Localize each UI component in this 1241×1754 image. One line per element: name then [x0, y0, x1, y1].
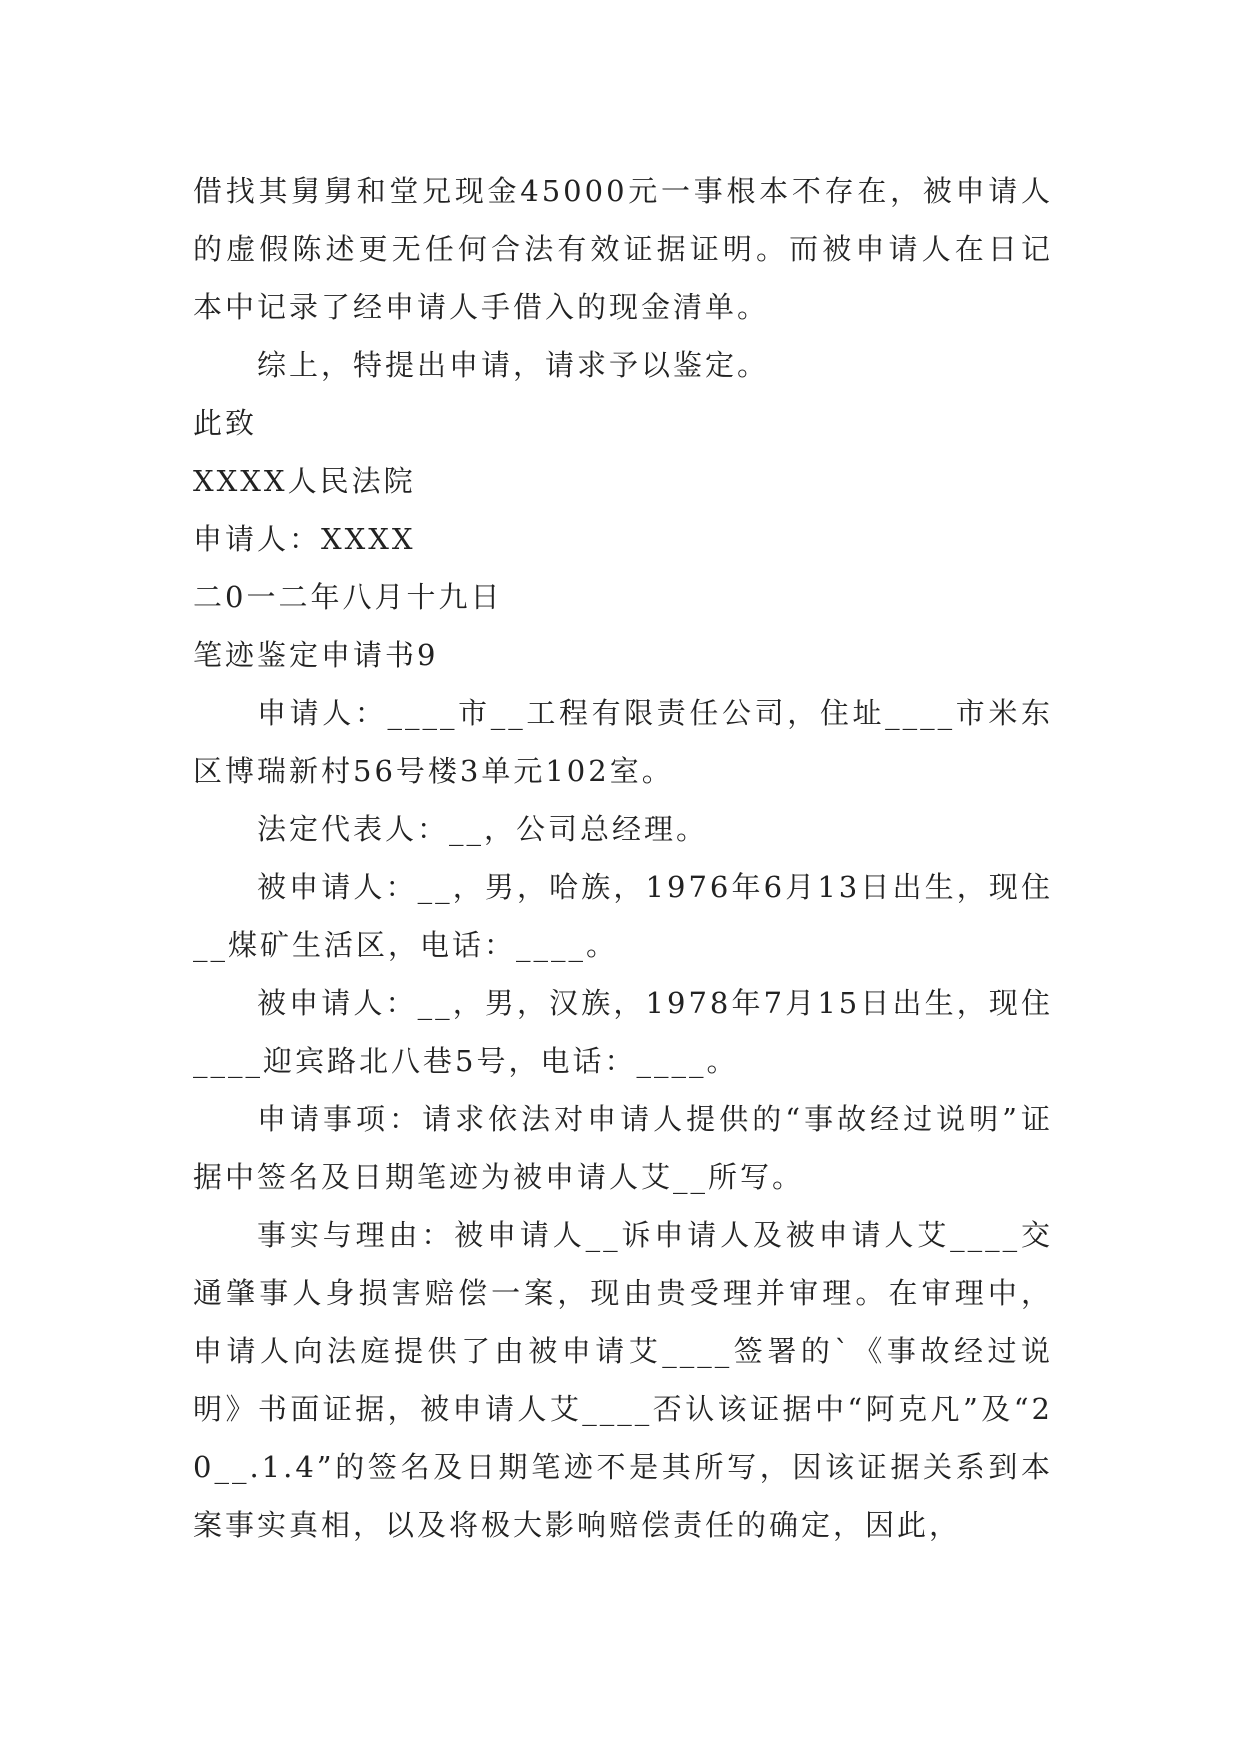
paragraph-request: 申请事项：请求依法对申请人提供的“事故经过说明”证据中签名及日期笔迹为被申请人艾__所写。 — [193, 1102, 1053, 1194]
closing-salutation: 此致 — [193, 406, 258, 440]
document-date: 二0一二年八月十九日 — [193, 580, 503, 614]
recipient-court: XXXX人民法院 — [193, 464, 416, 498]
paragraph-conclusion: 综上，特提出申请，请求予以鉴定。 — [257, 348, 770, 382]
paragraph-respondent-1: 被申请人：__，男，哈族，1976年6月13日出生，现住__煤矿生活区，电话：____。 — [193, 870, 1053, 962]
paragraph-respondent-2: 被申请人：__，男，汉族，1978年7月15日出生，现住____迎宾路北八巷5号，电话：____。 — [193, 986, 1053, 1078]
paragraph-legal-representative: 法定代表人：__，公司总经理。 — [257, 812, 709, 846]
paragraph-facts-reasons: 事实与理由：被申请人__诉申请人及被申请人艾____交通肇事人身损害赔偿一案，现由贵受理并审理。在审理中，申请人向法庭提供了由被申请艾____签署的`《事故经过说明》书面证据，被申请人艾____否认该证据中“阿克凡”及“20__.1.4”的签名及日期笔迹不是其所写，因该证据关系到本案事实真相，以及将极大影响赔偿责任的确定，因此， — [193, 1218, 1053, 1542]
applicant-signature: 申请人：XXXX — [193, 522, 416, 556]
section-title: 笔迹鉴定申请书9 — [193, 638, 439, 672]
document-body — [193, 162, 1053, 1554]
paragraph-loan-denial: 借找其舅舅和堂兄现金45000元一事根本不存在，被申请人的虚假陈述更无任何合法有效证据证明。而被申请人在日记本中记录了经申请人手借入的现金清单。 — [193, 174, 1053, 324]
paragraph-applicant: 申请人：____市__工程有限责任公司，住址____市米东区博瑞新村56号楼3单元102室。 — [193, 696, 1053, 788]
